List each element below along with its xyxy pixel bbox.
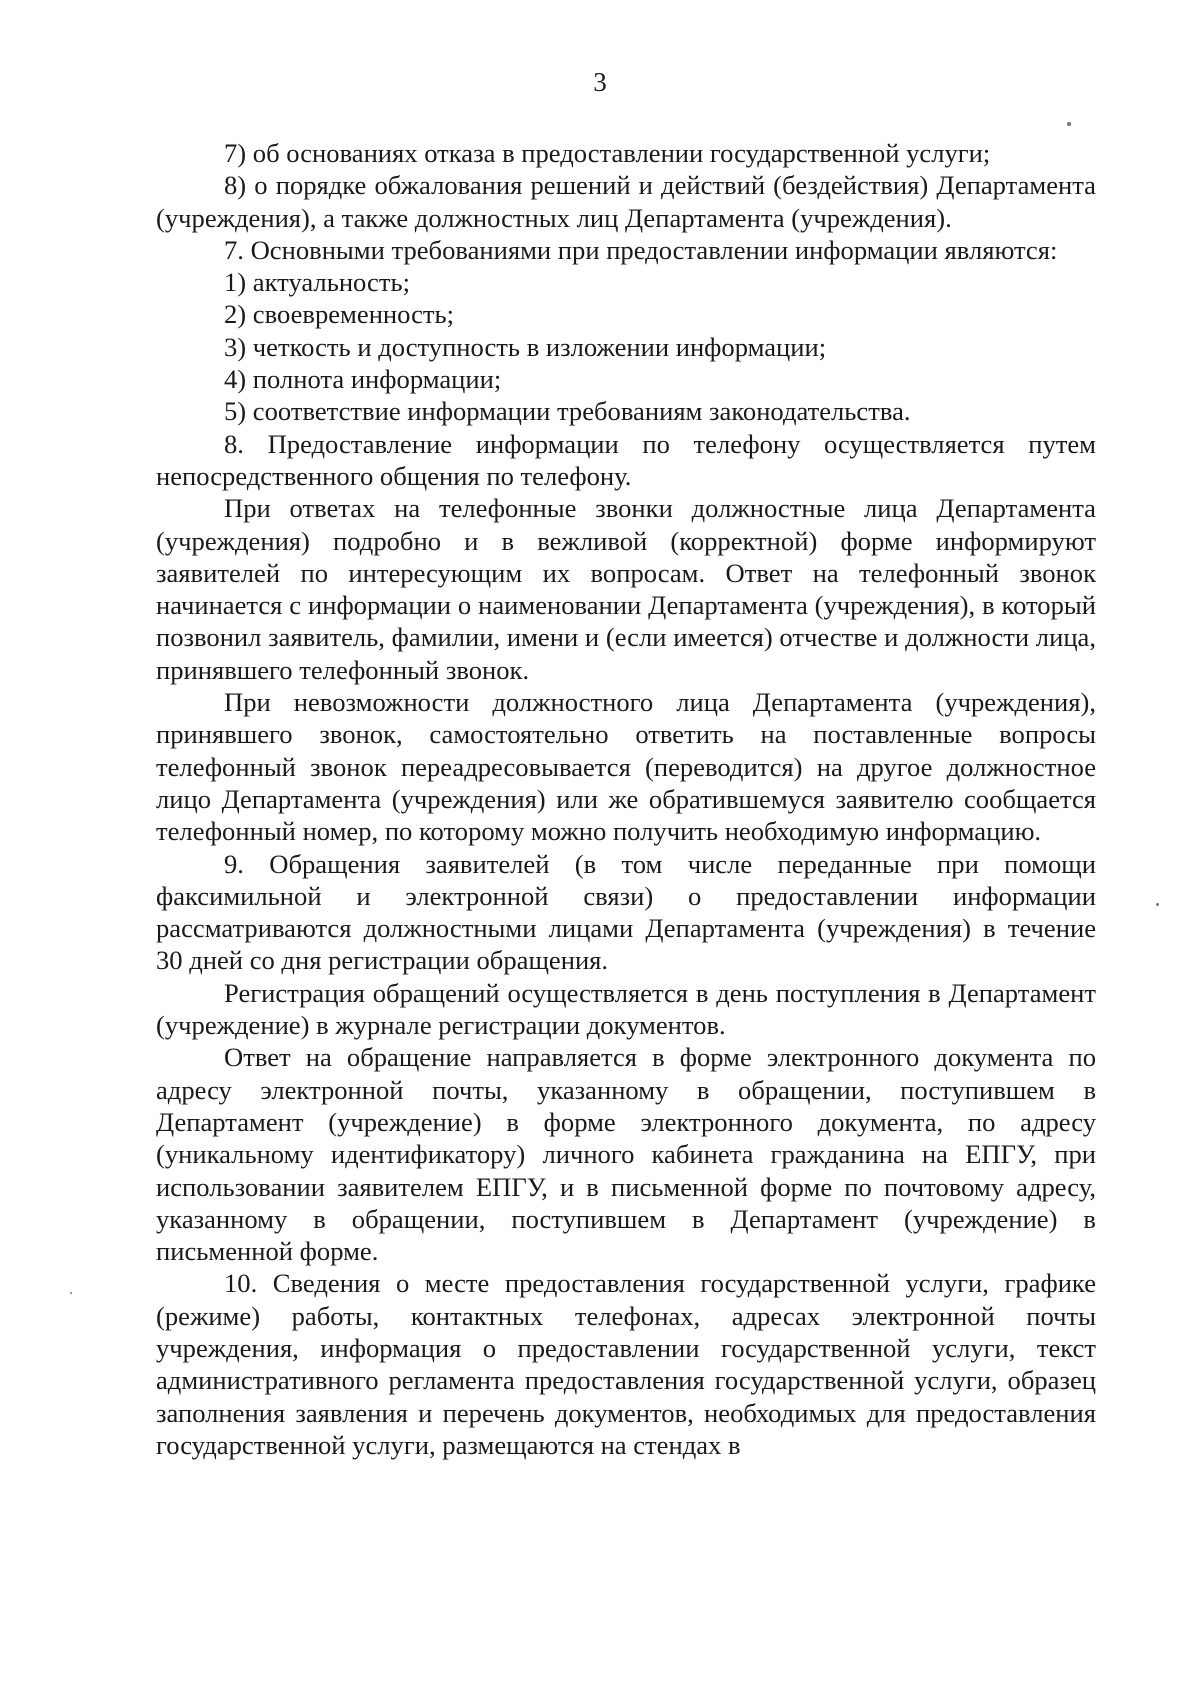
- list-item: 5) соответствие информации требованиям законодательства.: [224, 396, 911, 427]
- list-item: 2) своевременность;: [224, 299, 455, 330]
- paragraph: 8. Предоставление информации по телефону осуществляется путем непосредственного общения по телефону.: [156, 428, 1096, 491]
- paragraph: 8) о порядке обжалования решений и действий (бездействия) Департамента (учреждения), а также должностных лиц Департамента (учреждения).: [156, 170, 1096, 233]
- paragraph: 10. Сведения о месте предоставления государственной услуги, графике (режиме) работы, контактных телефонах, адресах электронной почты учреждения, информация о предоставлении государственной услуги, текст административного регламента предоставления государственной услуги, образец заполнения заявления и перечень документов, необходимых для предоставления государственной услуги, размещаются на стендах в: [156, 1268, 1096, 1460]
- page-number: 3: [593, 67, 607, 97]
- paragraph: Ответ на обращение направляется в форме электронного документа по адресу электронной почты, указанному в обращении, поступившем в Департамент (учреждение) в форме электронного документа, по адресу (уникальному идентификатору) личного кабинета гражданина на ЕПГУ, при использовании заявителем ЕПГУ, и в письменной форме по почтовому адресу, указанному в обращении, поступившем в Департамент (учреждение) в письменной форме.: [156, 1042, 1096, 1267]
- paragraph: 7) об основаниях отказа в предоставлении государственной услуги;: [224, 138, 991, 168]
- document-body: [156, 137, 1096, 1461]
- paragraph: При невозможности должностного лица Департамента (учреждения), принявшего звонок, самостоятельно ответить на поставленные вопросы телефонный звонок переадресовывается (переводится) на другое должностное лицо Департамента (учреждения) или же обратившемуся заявителю сообщается телефонный номер, по которому можно получить необходимую информацию.: [156, 687, 1096, 847]
- paragraph: 9. Обращения заявителей (в том числе переданные при помощи факсимильной и электронной связи) о предоставлении информации рассматриваются должностными лицами Департамента (учреждения) в течение 30 дней со дня регистрации обращения.: [156, 848, 1096, 976]
- list-item: 4) полнота информации;: [224, 364, 502, 395]
- list-item: 1) актуальность;: [224, 267, 410, 298]
- scan-speck: [70, 1292, 72, 1294]
- scan-speck: [1156, 903, 1159, 906]
- paragraph: При ответах на телефонные звонки должностные лица Департамента (учреждения) подробно и в вежливой (корректной) форме информируют заявителей по интересующим их вопросам. Ответ на телефонный звонок начинается с информации о наименовании Департамента (учреждения), в который позвонил заявитель, фамилии, имени и (если имеется) отчестве и должности лица, принявшего телефонный звонок.: [156, 493, 1096, 685]
- scan-speck: [1067, 122, 1071, 126]
- paragraph: 7. Основными требованиями при предоставлении информации являются:: [224, 234, 1058, 265]
- paragraph: Регистрация обращений осуществляется в день поступления в Департамент (учреждение) в журнале регистрации документов.: [156, 977, 1096, 1041]
- list-item: 3) четкость и доступность в изложении информации;: [224, 331, 827, 362]
